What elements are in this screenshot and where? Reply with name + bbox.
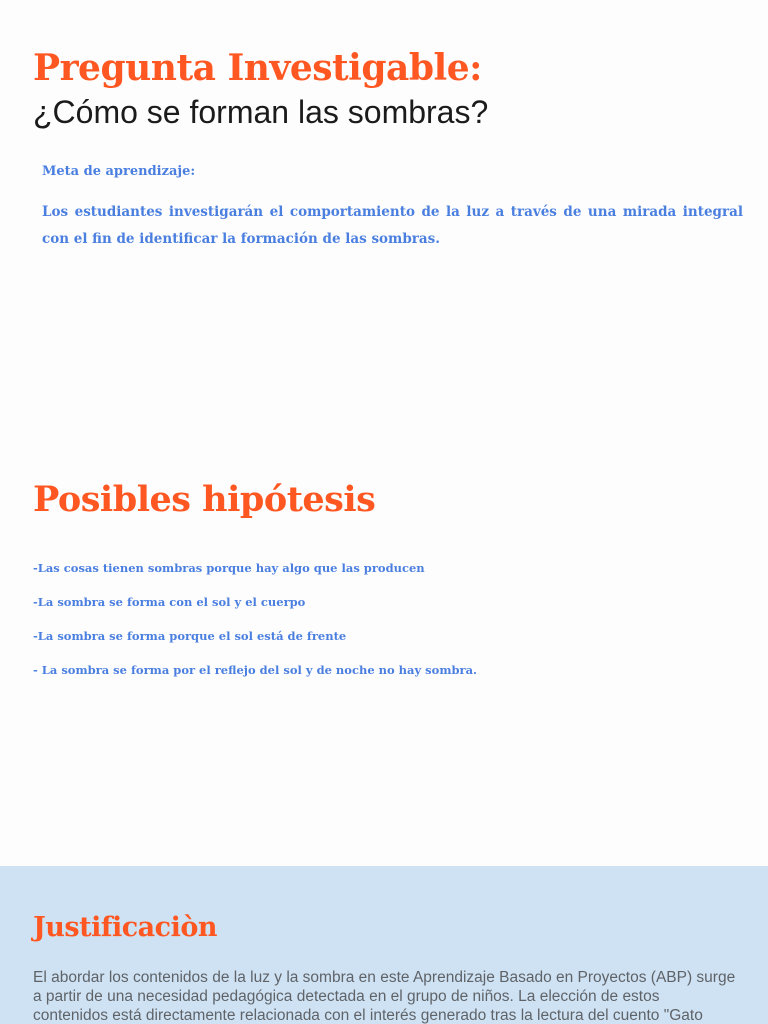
justification-title: Justificaciòn	[33, 912, 217, 943]
learning-goal-label: Meta de aprendizaje:	[42, 164, 196, 179]
hypothesis-item: -Las cosas tienen sombras porque hay algo que las producen	[33, 561, 425, 575]
research-question: ¿Cómo se forman las sombras?	[33, 94, 489, 130]
hypothesis-item: -La sombra se forma con el sol y el cuerpo	[33, 595, 306, 609]
hypotheses-title: Posibles hipótesis	[33, 479, 376, 520]
page-title: Pregunta Investigable:	[33, 47, 482, 89]
justification-text: El abordar los contenidos de la luz y la sombra en este Aprendizaje Basado en Proyectos (ABP) surge a partir de una necesidad pedagógica detectada en el grupo de niños. La elección de estos contenidos está directamente relacionada con el interés generado tras la lectura del cuento "Gato	[33, 969, 736, 1024]
learning-goal-text: Los estudiantes investigarán el comportamiento de la luz a través de una mirada integral con el fin de identificar la formación de las sombras.	[42, 204, 743, 247]
justification-panel	[0, 866, 768, 1024]
hypothesis-item: -La sombra se forma porque el sol está de frente	[33, 629, 347, 643]
hypotheses-list	[33, 558, 477, 694]
hypothesis-item: - La sombra se forma por el reflejo del sol y de noche no hay sombra.	[33, 663, 478, 677]
